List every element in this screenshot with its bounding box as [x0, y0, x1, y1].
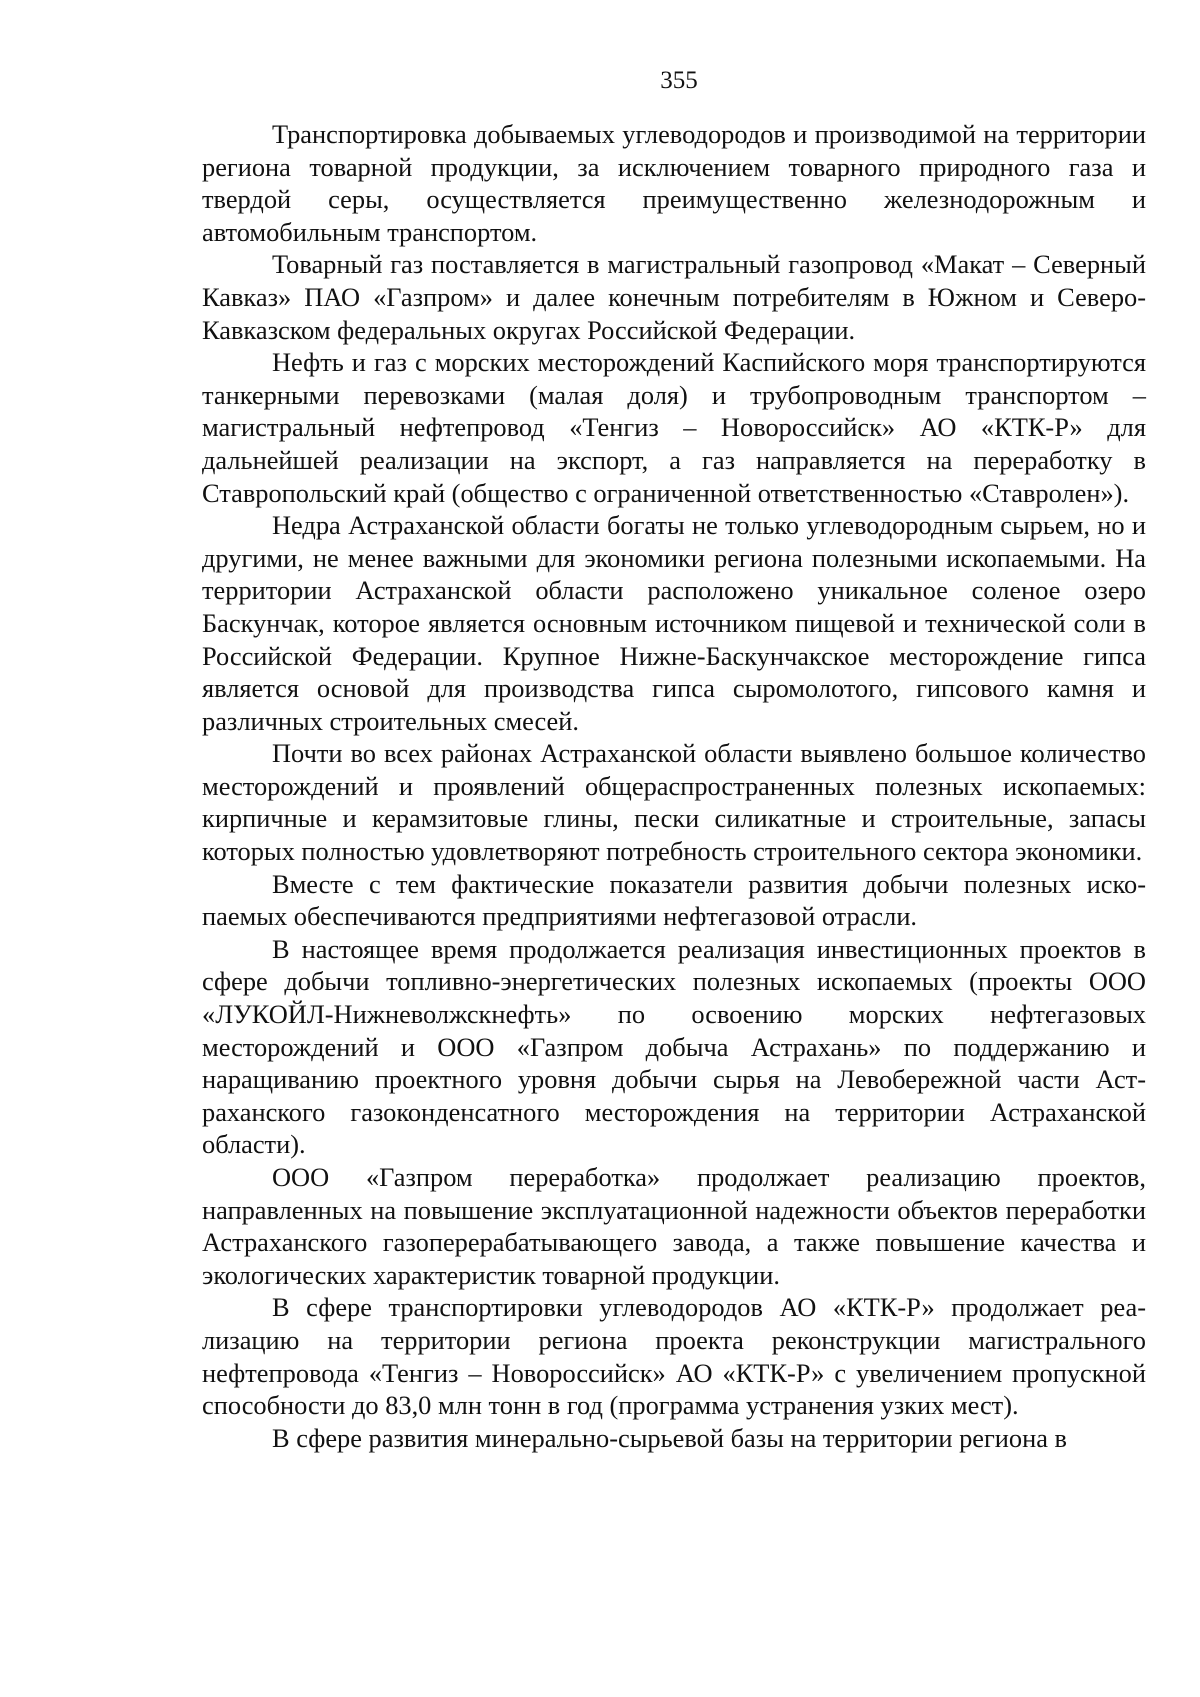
paragraph-ktk-pipeline: В сфере транспортировки углеводородов АО «КТК-Р» продолжает реализацию на территории региона проекта реконструкции магистрального нефтепровода «Тенгиз – Новороссийск» АО «КТК-Р» с увеличением пропускной способности до 83,0 млн тонн в год (программа устранения узких мест).	[202, 1292, 1146, 1421]
paragraph-gazprom-processing: ООО «Газпром переработка» продолжает реализацию проектов, направленных на повышение эксплуатационной надежности объектов переработки Астраханского газоперерабатывающего завода, а также повышение качества и экологических характеристик товарной продукции.	[202, 1162, 1146, 1290]
paragraph-common-minerals: Почти во всех районах Астраханской области выявлено большое количество месторождений и проявлений общераспространенных полезных ископаемых: кирпичные и керамзитовые глины, пески силикатные и строительные, запасы которых полностью удовлетворяют потребность строительного сектора экономики.	[202, 738, 1146, 867]
paragraph-mineral-resources: Недра Астраханской области богаты не только углеводородным сырьем, но и другими, не менее важными для экономики региона полезными ископаемыми. На территории Астраханской области расположено уникальное соленое озеро Баскунчак, которое является основным источником пищевой и технической соли в Российской Федерации. Крупное Нижне-Баскунчакское месторождение гипса является основой для производства гипса сыромолотого, гипсового камня и различных строительных смесей.	[202, 510, 1146, 736]
paragraph-caspian-oil-gas: Нефть и газ с морских месторождений Каспийского моря транспортируются танкерными перевозками (малая доля) и трубопроводным транспортом – магистральный нефтепровод «Тенгиз – Новороссийск» АО «КТК-Р» для дальнейшей реализации на экспорт, а газ направляется на переработку в Ставропольский край (общество с ограниченной ответственностью «Ставролен»).	[202, 347, 1146, 508]
paragraph-commercial-gas: Товарный газ поставляется в магистральный газопровод «Макат – Северный Кавказ» ПАО «Газпром» и далее конечным потребителям в Южном и Северо-Кавказском федеральных округах Российской Федерации.	[202, 249, 1146, 345]
paragraph-oil-gas-sector: Вместе с тем фактические показатели развития добычи полезных ископаемых обеспечиваются предприятиями нефтегазовой отрасли.	[202, 868, 1146, 932]
paragraph-investment-projects: В настоящее время продолжается реализация инвестиционных проектов в сфере добычи топливно-энергетических полезных ископаемых (проекты ООО «ЛУКОЙЛ-Нижневолжскнефть» по освоению морских нефтегазовых месторождений и ООО «Газпром добыча Астрахань» по поддержанию и наращиванию проектного уровня добычи сырья на Левобережной части Астраханского газоконденсатного месторождения на территории Астраханской области).	[202, 933, 1146, 1160]
paragraph-transport: Транспортировка добываемых углеводородов и производимой на территории региона товарной продукции, за исключением товарного природного газа и твердой серы, осуществляется преимущественно железнодорожным и автомобильным транспортом.	[202, 119, 1146, 247]
paragraph-mineral-base: В сфере развития минерально-сырьевой базы на территории региона в	[272, 1422, 1068, 1453]
page-number: 355	[660, 67, 698, 94]
document-page	[202, 66, 1146, 1454]
